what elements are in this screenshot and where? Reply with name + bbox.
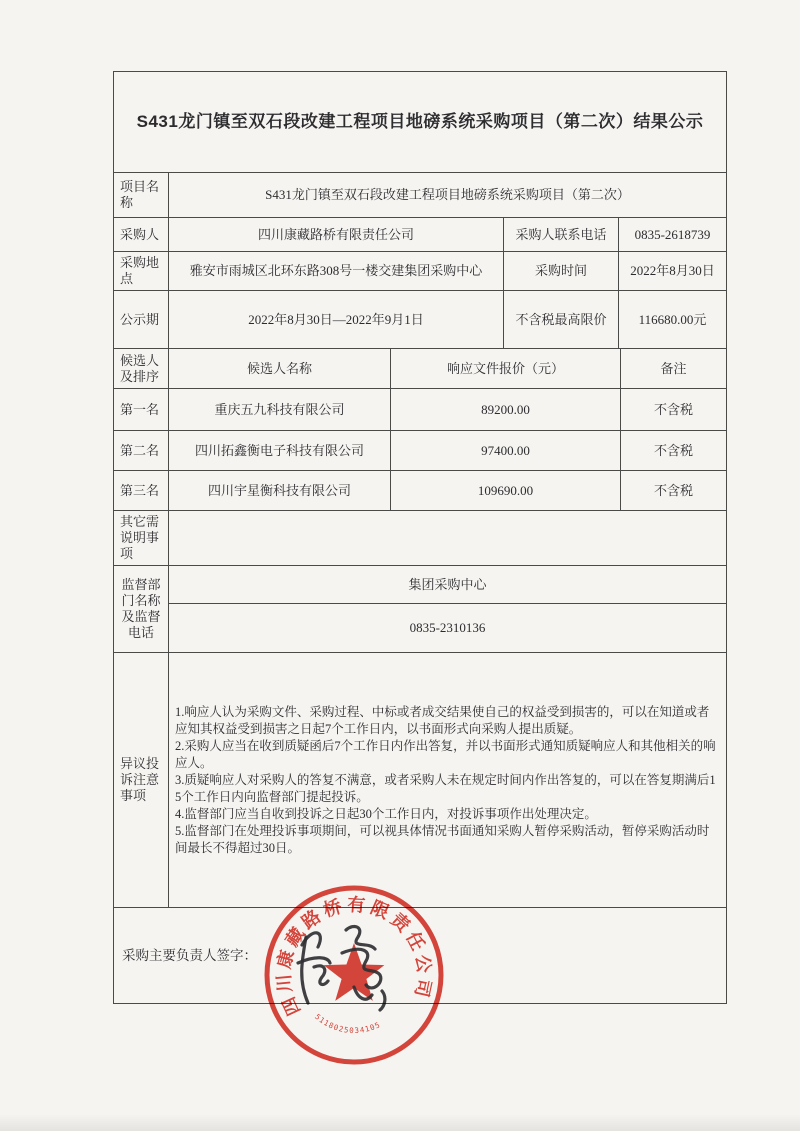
seal-company-arc: 四川康藏路桥有限责任公司 — [273, 894, 435, 1019]
location-value: 雅安市雨城区北环东路308号一楼交建集团采购中心 — [169, 252, 504, 291]
buyer-phone-label: 采购人联系电话 — [504, 218, 619, 252]
supervision-values — [169, 566, 726, 653]
candidate-rank: 第三名 — [114, 471, 169, 511]
supervision-phone: 0835-2310136 — [169, 604, 726, 653]
candidate-name: 四川拓鑫衡电子科技有限公司 — [169, 431, 391, 471]
publicity-label: 公示期 — [114, 291, 169, 349]
other-notes-value — [169, 511, 726, 566]
buyer-label: 采购人 — [114, 218, 169, 252]
announcement-table — [113, 71, 727, 1004]
supervision-row — [114, 566, 726, 653]
publicity-value: 2022年8月30日—2022年9月1日 — [169, 291, 504, 349]
candidate-name: 四川宇星衡科技有限公司 — [169, 471, 391, 511]
candidate-rank: 第二名 — [114, 431, 169, 471]
objection-item-4: 4.监督部门应当自收到投诉之日起30个工作日内，对投诉事项作出处理决定。 — [175, 806, 597, 821]
project-name-label: 项目名称 — [114, 173, 169, 218]
candidate-price: 109690.00 — [391, 471, 621, 511]
document-title: S431龙门镇至双石段改建工程项目地磅系统采购项目（第二次）结果公示 — [114, 72, 726, 173]
candidates-note-header: 备注 — [621, 349, 726, 389]
candidate-row — [114, 471, 726, 511]
candidates-name-header: 候选人名称 — [169, 349, 391, 389]
candidate-price: 97400.00 — [391, 431, 621, 471]
project-name-value: S431龙门镇至双石段改建工程项目地磅系统采购项目（第二次） — [169, 173, 726, 218]
location-label: 采购地点 — [114, 252, 169, 291]
candidate-row — [114, 389, 726, 431]
buyer-value: 四川康藏路桥有限责任公司 — [169, 218, 504, 252]
candidate-name: 重庆五九科技有限公司 — [169, 389, 391, 431]
objection-item-3: 3.质疑响应人对采购人的答复不满意，或者采购人未在规定时间内作出答复的，可以在答复期满后15个工作日内向监督部门提起投诉。 — [175, 772, 716, 804]
signature-label: 采购主要负责人签字： — [122, 947, 257, 963]
location-row — [114, 252, 726, 291]
seal-serial-arc: 5118025034105 — [313, 1012, 383, 1036]
candidates-price-header: 响应文件报价（元） — [391, 349, 621, 389]
objection-row — [114, 653, 726, 908]
publicity-row — [114, 291, 726, 349]
max-price-label: 不含税最高限价 — [504, 291, 619, 349]
title-row — [114, 72, 726, 173]
candidate-row — [114, 431, 726, 471]
candidate-note: 不含税 — [621, 389, 726, 431]
supervision-dept: 集团采购中心 — [169, 566, 726, 604]
objection-item-1: 1.响应人认为采购文件、采购过程、中标或者成交结果使自己的权益受到损害的，可以在知道或者应知其权益受到损害之日起7个工作日内，以书面形式向采购人提出质疑。 — [175, 704, 710, 736]
seal-graphic — [267, 888, 441, 1062]
max-price-value: 116680.00元 — [619, 291, 726, 349]
objection-notes — [169, 653, 726, 908]
project-name-row — [114, 173, 726, 218]
candidate-rank: 第一名 — [114, 389, 169, 431]
objection-item-5: 5.监督部门在处理投诉事项期间，可以视具体情况书面通知采购人暂停采购活动，暂停采购活动时间最长不得超过30日。 — [175, 823, 710, 855]
time-value: 2022年8月30日 — [619, 252, 726, 291]
candidate-price: 89200.00 — [391, 389, 621, 431]
objection-label: 异议投诉注意事项 — [114, 653, 169, 908]
candidate-note: 不含税 — [621, 471, 726, 511]
time-label: 采购时间 — [504, 252, 619, 291]
other-notes-label: 其它需说明事项 — [114, 511, 169, 566]
candidates-header-row — [114, 349, 726, 389]
company-seal — [254, 875, 454, 1075]
candidates-rank-header: 候选人及排序 — [114, 349, 169, 389]
candidate-note: 不含税 — [621, 431, 726, 471]
seal-serial-number — [313, 1012, 382, 1035]
supervision-label: 监督部门名称及监督电话 — [114, 566, 169, 653]
other-notes-row — [114, 511, 726, 566]
objection-item-2: 2.采购人应当在收到质疑函后7个工作日内作出答复，并以书面形式通知质疑响应人和其他相关的响应人。 — [175, 738, 716, 770]
buyer-row — [114, 218, 726, 252]
buyer-phone-value: 0835-2618739 — [619, 218, 726, 252]
